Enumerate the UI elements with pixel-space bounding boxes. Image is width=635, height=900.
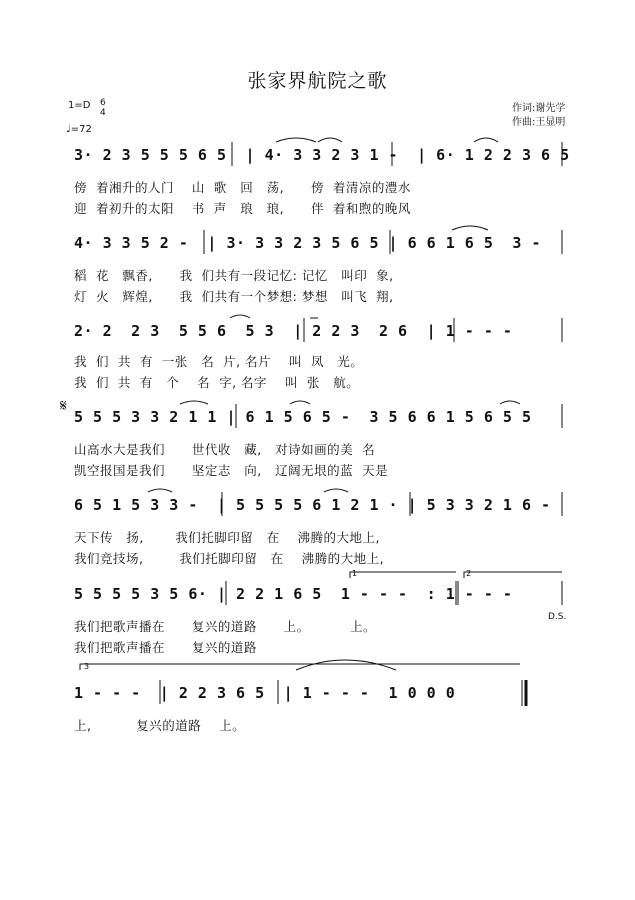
lyric-row-4-verse-1: 山高水大是我们 世代收 藏, 对诗如画的美 名 bbox=[74, 442, 376, 457]
notation-row-1: 3· 2 3 5 5 5 6 5 | 4· 3 3 2 3 1 - | 6· 1 2 2 3 6 5 bbox=[74, 146, 570, 164]
volta-2-label: 2 bbox=[466, 569, 472, 578]
tempo-mark: ♩=72 bbox=[66, 124, 92, 135]
volta-1-bracket bbox=[350, 572, 456, 578]
lyric-row-2-verse-1: 稻 花 飘香, 我 们共有一段记忆: 记忆 叫印 象, bbox=[74, 268, 394, 283]
key-label: 1=D bbox=[68, 100, 91, 111]
score-title: 张家界航院之歌 bbox=[247, 70, 388, 92]
lyric-row-3-verse-2: 我 们 共 有 个 名 字, 名字 叫 张 航。 bbox=[74, 375, 360, 390]
time-top: 6 bbox=[100, 98, 106, 108]
volta-2-bracket bbox=[464, 572, 562, 578]
notation-row-6: 5 5 5 5 3 5 6· | 2 2 1 6 5 1 - - - : 1 - - - bbox=[74, 585, 513, 603]
slur bbox=[500, 401, 520, 404]
lyricist-credit: 作词:谢先学 bbox=[512, 103, 566, 114]
lyric-row-1-verse-2: 迎 着初升的太阳 书 声 琅 琅, 伴 着和煦的晚风 bbox=[74, 201, 411, 216]
slur bbox=[276, 138, 316, 142]
tie bbox=[296, 660, 396, 670]
lyric-row-5-verse-1: 天下传 扬, 我们托脚印留 在 沸腾的大地上, bbox=[74, 530, 380, 545]
notation-row-5: 6 5 1 5 3 3 - | 5 5 5 5 6 1 2 1 · | 5 3 3 2 1 6 - bbox=[74, 496, 551, 514]
slur bbox=[474, 138, 498, 142]
lyric-row-3-verse-1: 我 们 共 有 一张 名 片, 名片 叫 凤 光。 bbox=[74, 354, 364, 369]
volta-1-label: 1 bbox=[352, 569, 358, 578]
lyric-row-4-verse-2: 凯空报国是我们 坚定志 向, 辽阔无垠的蓝 天是 bbox=[74, 463, 389, 478]
notation-row-3: 2· 2 2 3 5 5 6 5 3 | 2 2 3 2 6 | 1 - - - bbox=[74, 322, 513, 340]
volta-3-bracket bbox=[80, 664, 520, 670]
slur bbox=[452, 226, 488, 230]
lyric-row-6-verse-2: 我们把歌声播在 复兴的道路 bbox=[74, 640, 257, 655]
notation-row-7: 1 - - - | 2 2 3 6 5 | 1 - - - 1 0 0 0 bbox=[74, 684, 456, 702]
slur bbox=[148, 489, 172, 492]
lyric-row-5-verse-2: 我们竞技场, 我们托脚印留 在 沸腾的大地上, bbox=[74, 551, 385, 566]
ds-mark: D.S. bbox=[548, 612, 567, 622]
slur bbox=[180, 401, 208, 404]
volta-3-label: 3 bbox=[84, 662, 90, 671]
slur bbox=[318, 138, 342, 142]
notation-row-4: 5 5 5 3 3 2 1 1 | 6 1 5 6 5 - 3 5 6 6 1 5 6 5 5 bbox=[74, 408, 532, 426]
composer-credit: 作曲:王显明 bbox=[512, 117, 566, 128]
lyric-row-6-verse-1: 我们把歌声播在 复兴的道路 上。 上。 bbox=[74, 619, 376, 634]
slur bbox=[324, 489, 348, 492]
lyric-row-7-verse-1: 上, 复兴的道路 上。 bbox=[74, 718, 246, 733]
slur bbox=[290, 401, 310, 404]
lyric-row-1-verse-1: 傍 着湘升的人门 山 歌 回 荡, 傍 着清凉的澧水 bbox=[74, 180, 411, 195]
time-bottom: 4 bbox=[100, 108, 106, 118]
notation-row-2: 4· 3 3 5 2 - | 3· 3 3 2 3 5 6 5 | 6 6 1 6 5 3 - bbox=[74, 234, 542, 252]
lyric-row-2-verse-2: 灯 火 辉煌, 我 们共有一个梦想: 梦想 叫飞 翔, bbox=[74, 289, 394, 304]
segno-sign: 𝄋 bbox=[60, 396, 67, 415]
slur bbox=[230, 315, 250, 318]
